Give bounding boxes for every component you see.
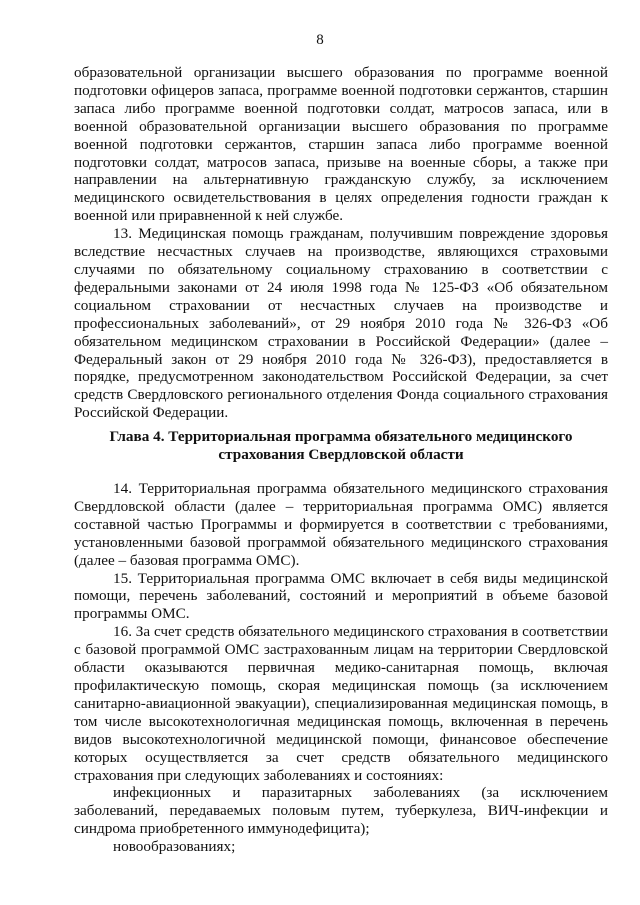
page-number: 8 bbox=[316, 32, 324, 48]
text-block-top bbox=[74, 64, 608, 422]
chapter-heading-line-2: страхования Свердловской области bbox=[218, 446, 464, 463]
paragraph-16: 16. За счет средств обязательного медицинского страхования в соответствии с базовой программой ОМС застрахованным лицам на территории Свердловской области оказываются первичная медико-санитарная помощь, включая профилактическую помощь, скорая медицинская помощь (за исключением санитарно-авиационной эвакуации), специализированная медицинская помощь, в том числе высокотехнологичная медицинская помощь, включенная в перечень видов высокотехнологичной медицинской помощи, финансовое обеспечение которых осуществляется за счет средств обязательного медицинского страхования при следующих заболеваниях и состояниях: bbox=[74, 623, 608, 784]
list-item-neoplasms: новообразованиях; bbox=[113, 838, 236, 856]
list-item-infectious: инфекционных и паразитарных заболеваниях (за исключением заболеваний, передаваемых половым путем, туберкулеза, ВИЧ-инфекции и синдрома приобретенного иммунодефицита); bbox=[74, 784, 608, 838]
paragraph-14: 14. Территориальная программа обязательного медицинского страхования Свердловской области (далее – территориальная программа ОМС) является составной частью Программы и формируется в соответствии с требованиями, установленными базовой программой обязательного медицинского страхования (далее – базовая программа ОМС). bbox=[74, 480, 608, 569]
intro-paragraph: образовательной организации высшего образования по программе военной подготовки офицеров запаса, программе военной подготовки сержантов, старшин запаса либо программе военной подготовки солдат, матросов запаса, или в военной образовательной организации высшего образования по программе военной подготовки сержантов, старшин запаса либо программе военной подготовки солдат, матросов запаса, призыве на военные сборы, а также при направлении на альтернативную гражданскую службу, за исключением медицинского освидетельствования в целях определения годности граждан к военной или приравненной к ней службе. bbox=[74, 64, 608, 225]
paragraph-13: 13. Медицинская помощь гражданам, получившим повреждение здоровья вследствие несчастных случаев на производстве, являющихся страховыми случаями по обязательному социальному страхованию в соответствии с федеральными законами от 24 июля 1998 года № 125-ФЗ «Об обязательном социальном страховании от несчастных случаев на производстве и профессиональных заболеваний», от 29 ноября 2010 года № 326-ФЗ «Об обязательном медицинском страховании в Российской Федерации» (далее – Федеральный закон от 29 ноября 2010 года № 326-ФЗ), предоставляется в порядке, предусмотренном законодательством Российской Федерации, за счет средств Свердловского регионального отделения Фонда социального страхования Российской Федерации. bbox=[74, 225, 608, 422]
chapter-heading bbox=[74, 428, 608, 464]
text-block-bottom bbox=[74, 480, 608, 856]
paragraph-15: 15. Территориальная программа ОМС включает в себя виды медицинской помощи, перечень заболеваний, состояний и мероприятий в объеме базовой программы ОМС. bbox=[74, 569, 608, 623]
chapter-heading-line-1: Глава 4. Территориальная программа обязательного медицинского bbox=[109, 428, 573, 445]
